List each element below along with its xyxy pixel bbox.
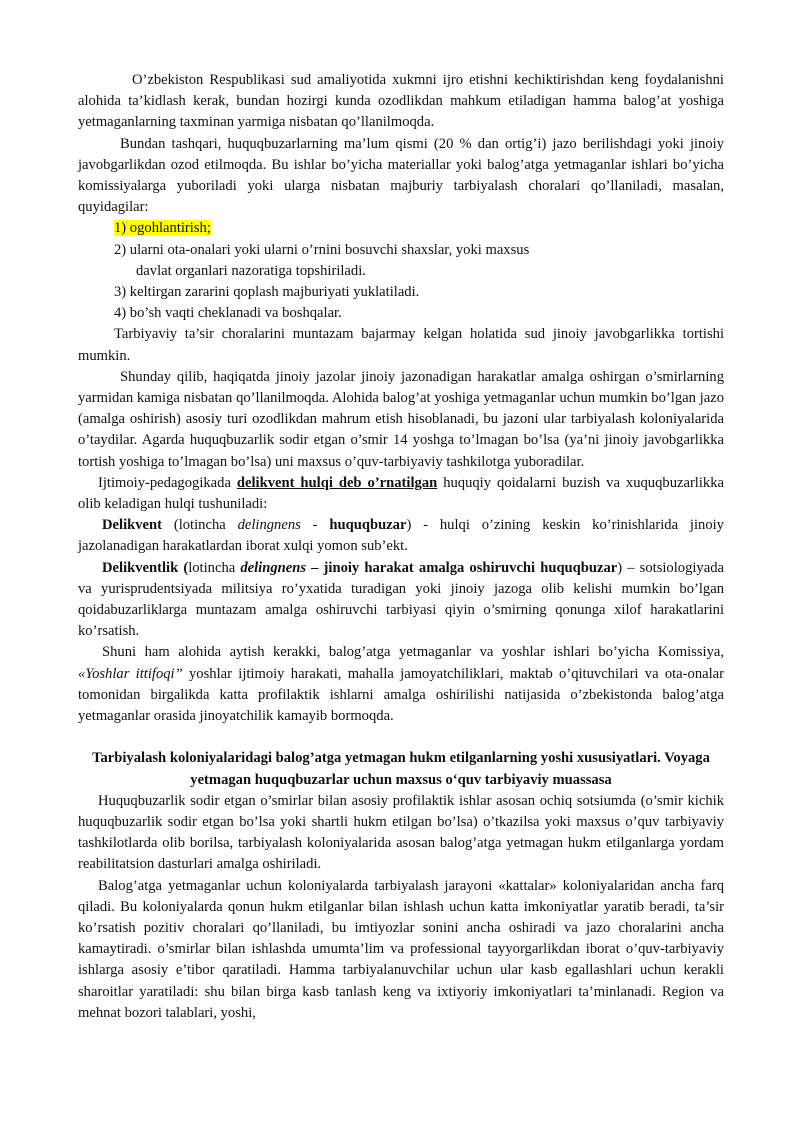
delikvent-term: Delikvent bbox=[102, 517, 162, 534]
paragraph-5-pre: Ijtimoiy-pedagogikada bbox=[98, 474, 237, 491]
paragraph-6-post: ) - hulqi o’zining keskin ko’rinishlarida jinoiy jazolanadigan harakatlardan iborat xulqi yomon sub’ekt. bbox=[78, 517, 724, 555]
delikvent-definition-term: delikvent hulqi deb o’rnatilgan bbox=[236, 474, 438, 491]
paragraph-8-pre: Shuni ham alohida aytish kerakki, balog’atga yetmaganlar va yoshlar ishlari bo’yicha Komissiya, bbox=[102, 644, 724, 661]
paragraph-9: Huquqbuzarlik sodir etgan o’smirlar bilan asosiy profilaktik ishlar asosan ochiq sotsiumda (o’smir kichik huquqbuzarlik sodir etgan bo’lsa yoki shartli hukm etilgan bo’lsa) o’tkazilsa yoki maxsus o’quv tarbiyaviy tashkilotlarda olib borilsa, tarbiyalash koloniyalarida asosan balog’atga yetmagan hukm etilganlarga yordam reabilitatsion dasturlari amalga oshiriladi. bbox=[78, 792, 724, 873]
document-page bbox=[78, 70, 724, 1024]
list-item-2: 2) ularni ota-onalari yoki ularni o’rnini bosuvchi shaxslar, yoki maxsus bbox=[114, 241, 530, 258]
list-item-3: 3) keltirgan zararini qoplash majburiyati yuklatiladi. bbox=[114, 284, 420, 301]
organization-name: «Yoshlar ittifoqi” bbox=[78, 665, 183, 682]
translation: huquqbuzar bbox=[329, 517, 407, 534]
list-item-1 bbox=[78, 218, 724, 239]
paragraph-1: O’zbekiston Respublikasi sud amaliyotida xukmni ijro etishni kechiktirishdan keng foydalanishni alohida ta’kidlash kerak, bundan hozirgi kunda ozodlikdan mahkum etiladigan hamma balog’at yoshiga yetmaganlarning taxminan yarmiga nisbatan qo’llanilmoqda. bbox=[78, 72, 724, 131]
paragraph-6 bbox=[78, 515, 724, 557]
paragraph-10: Balog’atga yetmaganlar uchun koloniyalarda tarbiyalash jarayoni «kattalar» koloniyalaridan ancha farq qiladi. Bu koloniyalarda qonun hukm etilganlar bilan ishlash uchun katta imkoniyatlar yaratib beradi, ta’sir ko’rsatish pozitiv choralari qo’llaniladi, bu imtiyozlar sonini ancha oshiradi va jazo choralarini ancha kamaytiradi. o’smirlar bilan ishlashda umumta’lim va professional tayyorgarlikdan iborat o’quv-tarbiyaviy ishlarga asosiy e’tibor qaratiladi. Hamma tarbiyalanuvchilar uchun ular kasb egallashlari uchun kerakli sharoitlar yaratiladi: shu bilan birga kasb tanlash keng va ixtiyoriy imkoniyatlari ta’minlanadi. Region va mehnat bozori talablari, yoshi, bbox=[78, 877, 724, 1021]
highlighted-text: 1) ogohlantirish; bbox=[114, 220, 211, 237]
paragraph-2: Bundan tashqari, huquqbuzarlarning ma’lum qismi (20 % dan ortig’i) jazo berilishdagi yoki jinoiy javobgarlikdan ozod etilmoqda. Bu ishlar bo’yicha materiallar yoki balog’atga yetmaganlar ishlari bo’yicha komissiyalarga yuboriladi yoki ularga nisbatan majburiy tarbiyalash choralari qo’llaniladi, masalan, quyidagilar: bbox=[78, 135, 724, 216]
paragraph-7 bbox=[78, 558, 724, 643]
paragraph-7-post: ) – sotsiologiyada va yurisprudentsiyada militsiya ro’yxatida turadigan yoki jinoiy jazoga olib kelishi mumkin bo’lgan qoidabuzarliklarga muntazam amalga oshiruvchi tarbiyasi qiyin o’smirning qonunga xilof harakatlarini ko’rsatish. bbox=[78, 559, 724, 640]
list-item-4: 4) bo’sh vaqti cheklanadi va boshqalar. bbox=[114, 305, 342, 322]
paragraph-8-post: yoshlar ijtimoiy harakati, mahalla jamoyatchiliklari, maktab o’qituvchilari va ota-onalar tomonidan birgalikda katta profilaktik ishlarni amalga oshirilishi natijasida o’zbekistonda balog’atga yetmaganlar orasida jinoyatchilik kamayib bormoqda. bbox=[78, 665, 724, 725]
paragraph-7-pre: lotincha bbox=[188, 559, 241, 576]
list-item-2-continuation: davlat organlari nazoratiga topshiriladi. bbox=[136, 262, 366, 279]
paragraph-4: Shunday qilib, haqiqatda jinoiy jazolar jinoiy jazonadigan harakatlar amalga oshirgan o’smirlarning yarmidan kamiga nisbatan qo’llanilmoqda. Alohida balog’at yoshiga yetmaganlar uchun mumkin bo’lgan jazo (amalga oshirish) asosiy turi ozodlikdan mahrum etish hisoblanadi, bu jazoni ular tarbiyalash koloniyalarida o’taydilar. Agarda huquqbuzarlik sodir etgan o’smir 14 yoshga to’lmagan bo’lsa (ya’ni jinoiy javobgarlikka tortish yoshiga to’lmagan bo’lsa) uni maxsus o’quv-tarbiyaviy tashkilotga yuboradilar. bbox=[78, 368, 724, 470]
translation: – jinoiy harakat amalga oshiruvchi huquqbuzar bbox=[306, 559, 618, 576]
paragraph-5 bbox=[78, 473, 724, 515]
measures-list bbox=[78, 218, 724, 324]
paragraph-6-pre: (lotincha bbox=[162, 517, 238, 534]
section-heading: Tarbiyalash koloniyalaridagi balog’atga yetmagan hukm etilganlarning yoshi xususiyatlari. Voyaga yetmagan huquqbuzarlar uchun maxsus o‘quv tarbiyaviy muassasa bbox=[92, 750, 710, 788]
delikventlik-term: Delikventlik ( bbox=[102, 559, 189, 576]
paragraph-5-post: huquqiy qoidalarni buzish va xuquqbuzarlikka olib keladigan hulqi tushuniladi: bbox=[78, 474, 724, 513]
latin-word: delingnens bbox=[240, 559, 307, 576]
paragraph-8 bbox=[78, 642, 724, 727]
dash: - bbox=[300, 517, 330, 534]
latin-word: delingnens bbox=[237, 517, 301, 534]
paragraph-3: Tarbiyaviy ta’sir choralarini muntazam bajarmay kelgan holatida sud jinoiy javobgarlikka tortishi mumkin. bbox=[78, 326, 724, 364]
